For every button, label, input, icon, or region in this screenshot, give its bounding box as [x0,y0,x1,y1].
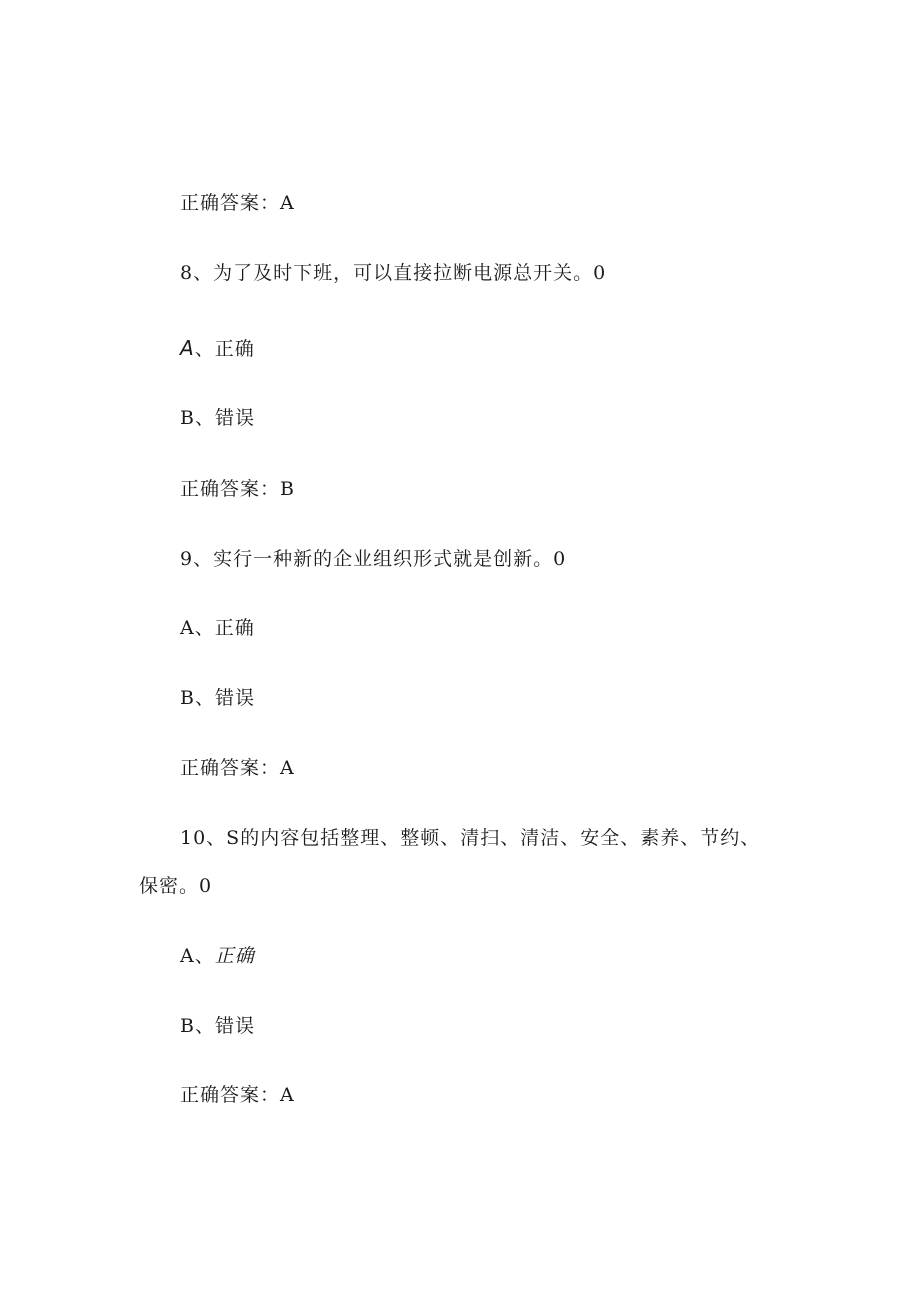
answer-q9: 正确答案：A [180,757,295,779]
answer-q8: 正确答案：B [180,478,295,500]
question-9: 9、实行一种新的企业组织形式就是创新。0 [180,548,567,570]
option-text: 、正确 [194,338,255,360]
question-9-option-b: B、错误 [180,687,255,709]
answer-q10: 正确答案：A [180,1084,295,1106]
question-10-line-1: 10、S的内容包括整理、整顿、清扫、清洁、安全、素养、节约、 [180,827,761,849]
question-10-option-b: B、错误 [180,1015,255,1037]
option-letter: A、 [180,945,215,967]
option-text: 正确 [214,945,255,967]
question-8-option-b: B、错误 [180,407,255,429]
question-8: 8、为了及时下班，可以直接拉断电源总开关。0 [180,262,607,284]
question-9-option-a: A、正确 [180,617,255,639]
question-10-option-a [180,944,255,968]
question-8-option-a [180,336,255,361]
answer-q7: 正确答案：A [180,192,295,214]
question-10-line-2: 保密。0 [139,875,213,897]
option-letter: A [180,336,195,360]
